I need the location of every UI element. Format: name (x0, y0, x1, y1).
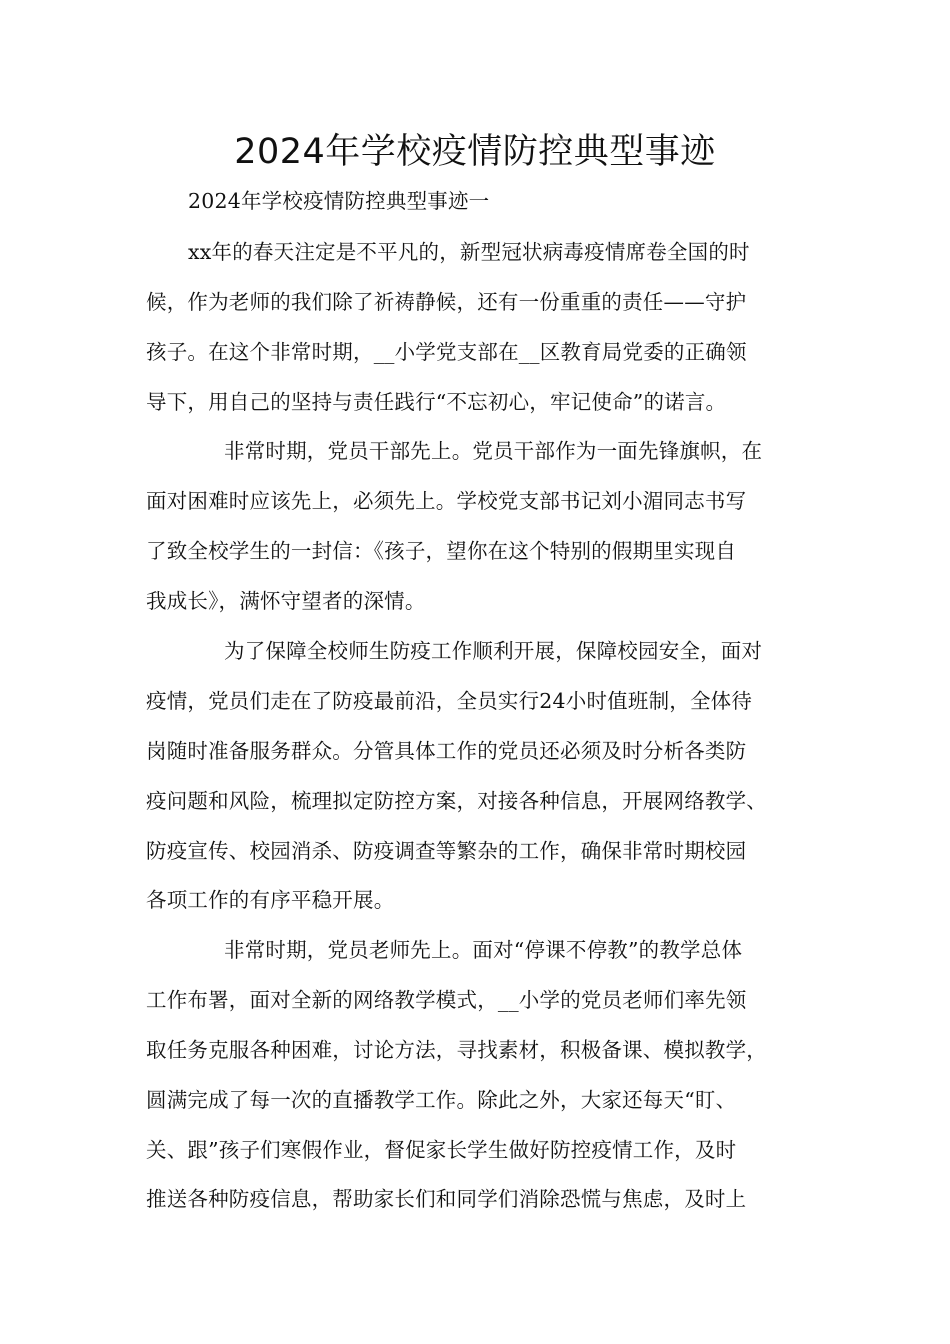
paragraph-line: 岗随时准备服务群众。分管具体工作的党员还必须及时分析各类防 (146, 739, 747, 763)
document-subtitle: 2024年学校疫情防控典型事迹一 (188, 189, 490, 213)
paragraph-line: 非常时期，党员干部先上。党员干部作为一面先锋旗帜，在 (224, 439, 763, 463)
paragraph-line: 疫问题和风险，梳理拟定防控方案，对接各种信息，开展网络教学、 (146, 789, 767, 813)
paragraph-line: xx年的春天注定是不平凡的，新型冠状病毒疫情席卷全国的时 (188, 240, 750, 264)
paragraph-line: 疫情，党员们走在了防疫最前沿，全员实行24小时值班制，全体待 (146, 689, 753, 713)
paragraph-line: 圆满完成了每一次的直播教学工作。除此之外，大家还每天“盯、 (146, 1088, 737, 1112)
paragraph-line: 我成长》，满怀守望者的深情。 (146, 589, 426, 613)
paragraph-line: 推送各种防疫信息，帮助家长们和同学们消除恐慌与焦虑，及时上 (146, 1187, 747, 1211)
paragraph-line: 工作布署，面对全新的网络教学模式，__小学的党员老师们率先领 (146, 988, 747, 1012)
paragraph-line: 取任务克服各种困难，讨论方法，寻找素材，积极备课、模拟教学， (146, 1038, 767, 1062)
paragraph-line: 关、跟”孩子们寒假作业，督促家长学生做好防控疫情工作，及时 (146, 1138, 737, 1162)
paragraph-line: 各项工作的有序平稳开展。 (146, 888, 395, 912)
paragraph-line: 为了保障全校师生防疫工作顺利开展，保障校园安全，面对 (224, 639, 763, 663)
document-title: 2024年学校疫情防控典型事迹 (234, 132, 716, 172)
paragraph-line: 防疫宣传、校园消杀、防疫调查等繁杂的工作，确保非常时期校园 (146, 839, 747, 863)
paragraph-line: 导下，用自己的坚持与责任践行“不忘初心，牢记使命”的诺言。 (146, 390, 727, 414)
paragraph-line: 非常时期，党员老师先上。面对“停课不停教”的教学总体 (224, 938, 743, 962)
paragraph-line: 孩子。在这个非常时期，__小学党支部在__区教育局党委的正确领 (146, 340, 747, 364)
paragraph-line: 了致全校学生的一封信：《孩子，望你在这个特别的假期里实现自 (146, 539, 737, 563)
paragraph-line: 候，作为老师的我们除了祈祷静候，还有一份重重的责任——守护 (146, 290, 747, 314)
paragraph-line: 面对困难时应该先上，必须先上。学校党支部书记刘小湄同志书写 (146, 489, 747, 513)
